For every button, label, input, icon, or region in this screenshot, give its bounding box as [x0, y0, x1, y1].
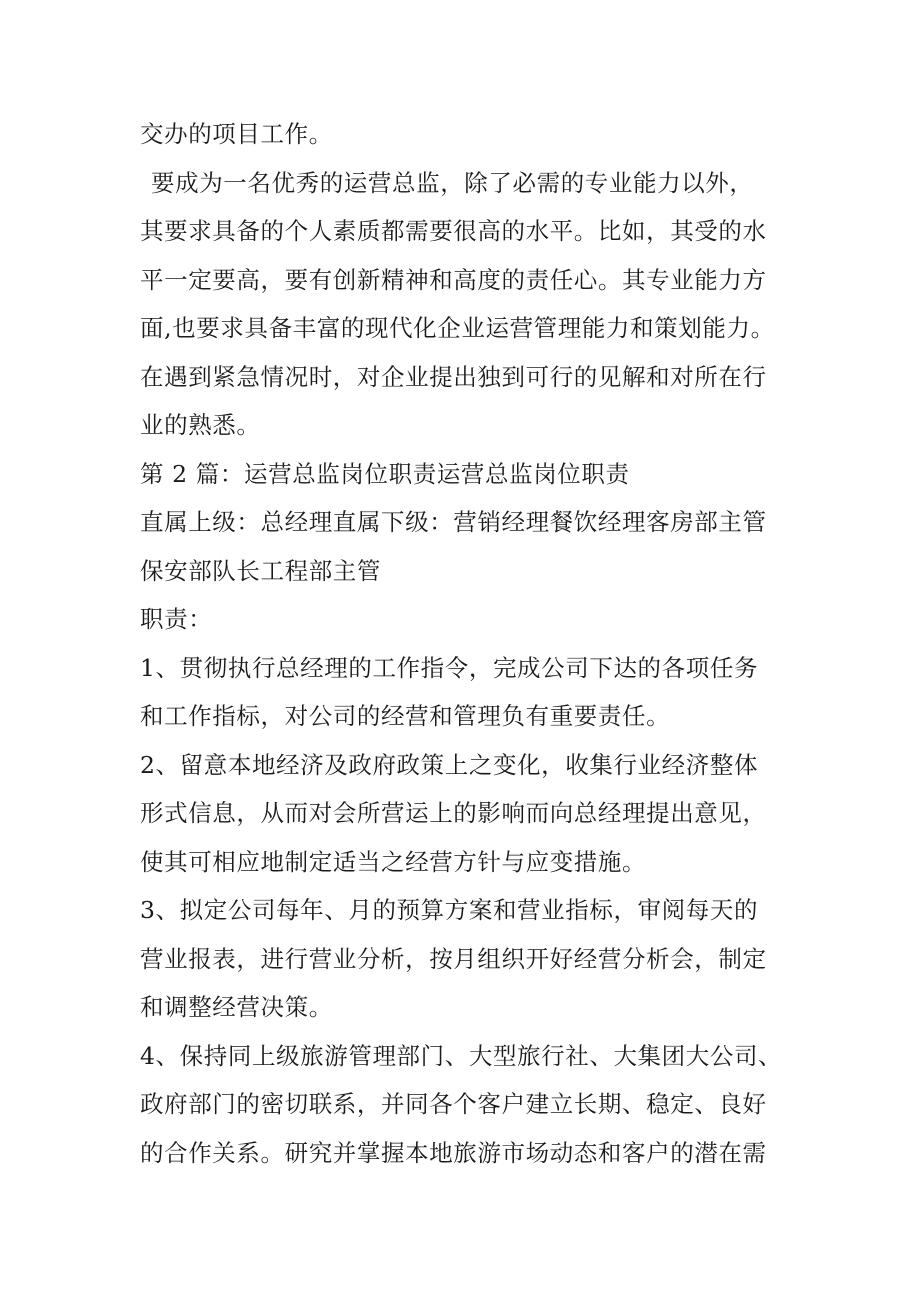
section-heading: 第 2 篇：运营总监岗位职责运营总监岗位职责	[140, 459, 630, 488]
text-line: 直属上级：总经理直属下级：营销经理餐饮经理客房部主管	[140, 508, 767, 536]
text-line: 和调整经营决策。	[140, 993, 333, 1021]
text-line: 平一定要高，要有创新精神和高度的责任心。其专业能力方	[140, 265, 767, 294]
list-item: 3、拟定公司每年、月的预算方案和营业指标，审阅每天的	[140, 896, 759, 924]
text-line: 面,也要求具备丰富的现代化企业运营管理能力和策划能力。	[140, 314, 775, 342]
text-line: 保安部队长工程部主管	[140, 556, 381, 585]
text-line: 政府部门的密切联系，并同各个客户建立长期、稳定、良好	[140, 1090, 767, 1118]
text-line: 其要求具备的个人素质都需要很高的水平。比如，其受的水	[140, 217, 767, 245]
text-line: 的合作关系。研究并掌握本地旅游市场动态和客户的潜在需	[140, 1138, 767, 1167]
text-line: 使其可相应地制定适当之经营方针与应变措施。	[140, 847, 647, 876]
text-line: 形式信息，从而对会所营运上的影响而向总经理提出意见，	[140, 799, 767, 827]
document-body	[140, 110, 810, 1177]
text-line: 交办的项目工作。	[140, 120, 333, 148]
text-line: 职责：	[140, 605, 213, 633]
text-line: 要成为一名优秀的运营总监，除了必需的专业能力以外，	[151, 168, 754, 197]
list-item: 4、保持同上级旅游管理部门、大型旅行社、大集团大公司、	[140, 1041, 783, 1070]
list-item: 1、贯彻执行总经理的工作指令，完成公司下达的各项任务	[140, 653, 759, 682]
list-item: 2、留意本地经济及政府政策上之变化，收集行业经济整体	[140, 750, 759, 779]
text-line: 在遇到紧急情况时，对企业提出独到可行的见解和对所在行	[140, 362, 767, 391]
text-line: 营业报表，进行营业分析，按月组织开好经营分析会，制定	[140, 944, 767, 973]
text-line: 和工作指标，对公司的经营和管理负有重要责任。	[140, 702, 671, 730]
text-line: 业的熟悉。	[140, 411, 261, 439]
